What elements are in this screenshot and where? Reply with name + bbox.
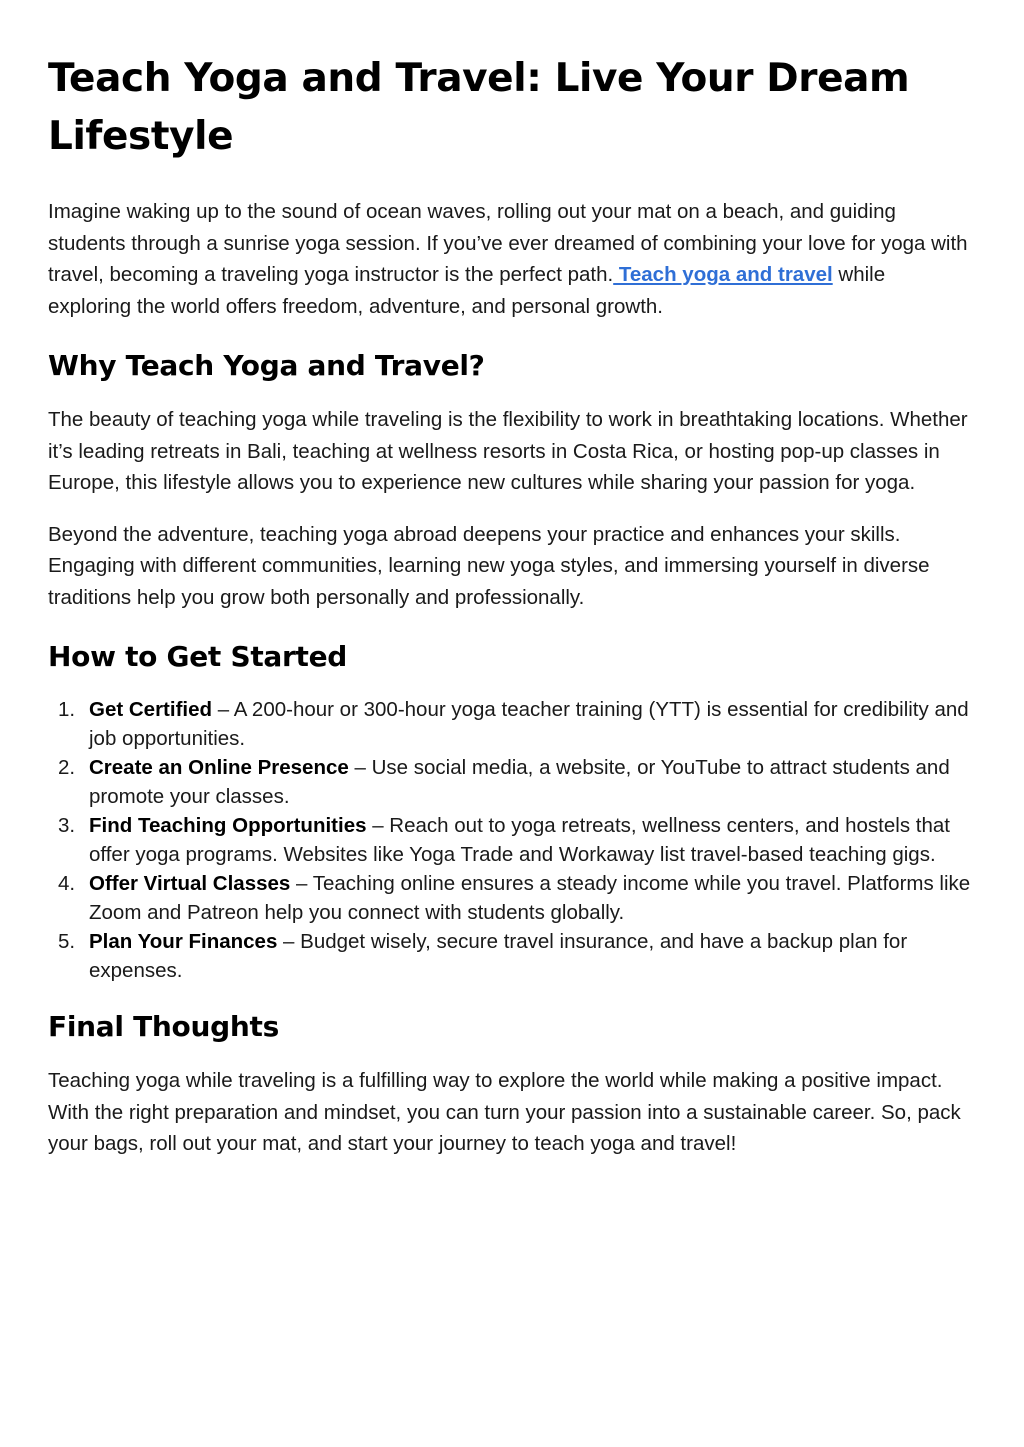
final-thoughts-heading: Final Thoughts [48,1010,279,1043]
list-item [48,811,972,869]
steps-list [48,695,972,985]
step-number: 2. [58,756,76,779]
step-number: 3. [58,814,76,837]
why-paragraph-1: The beauty of teaching yoga while traveling is the flexibility to work in breathtaking locations. Whether it’s leading retreats in Bali, teaching at wellness resorts in Costa Rica, or hosting pop-up classes in Europe, this lifestyle allows you to experience new cultures while sharing your passion for yoga. [48,408,968,494]
get-started-heading: How to Get Started [48,640,348,673]
step-title: Create an Online Presence [89,756,349,779]
final-paragraph: Teaching yoga while traveling is a fulfilling way to explore the world while making a positive impact. With the right preparation and mindset, you can turn your passion into a sustainable career. So, pack your bags, roll out your mat, and start your journey to teach yoga and travel! [48,1069,961,1155]
step-text: – Use social media, a website, or YouTube to attract students and promote your classes. [89,756,950,808]
why-paragraph-2: Beyond the adventure, teaching yoga abroad deepens your practice and enhances your skills. Engaging with different communities, learning new yoga styles, and immersing yourself in diverse traditions help you grow both personally and professionally. [48,522,930,609]
step-number: 5. [58,930,76,953]
step-text: – Budget wisely, secure travel insurance, and have a backup plan for expenses. [89,930,908,982]
step-text: – Teaching online ensures a steady income while you travel. Platforms like Zoom and Patreon help you connect with students globally. [89,872,971,924]
step-text: – Reach out to yoga retreats, wellness centers, and hostels that offer yoga programs. Websites like Yoga Trade and Workaway list travel-based teaching gigs. [89,814,950,866]
step-title: Get Certified [89,698,213,721]
step-title: Plan Your Finances [89,930,278,953]
intro-text-before: Imagine waking up to the sound of ocean waves, rolling out your mat on a beach, and guiding students through a sunrise yoga session. If you’ve ever dreamed of combining your love for yoga with travel, becoming a traveling yoga instructor is the perfect path. [48,200,968,286]
why-heading: Why Teach Yoga and Travel? [48,349,485,382]
step-text: – A 200-hour or 300-hour yoga teacher training (YTT) is essential for credibility and job opportunities. [89,698,969,750]
step-number: 4. [58,872,76,895]
list-item [48,753,972,811]
list-item [48,927,972,985]
intro-paragraph [48,196,972,322]
step-title: Offer Virtual Classes [89,872,291,895]
step-number: 1. [58,698,76,721]
page-title: Teach Yoga and Travel: Live Your Dream Lifestyle [48,56,910,159]
list-item [48,695,972,753]
intro-text-after: while exploring the world offers freedom, adventure, and personal growth. [48,263,886,318]
step-title: Find Teaching Opportunities [89,814,367,837]
teach-yoga-travel-link[interactable]: Teach yoga and travel [613,263,833,286]
list-item [48,869,972,927]
